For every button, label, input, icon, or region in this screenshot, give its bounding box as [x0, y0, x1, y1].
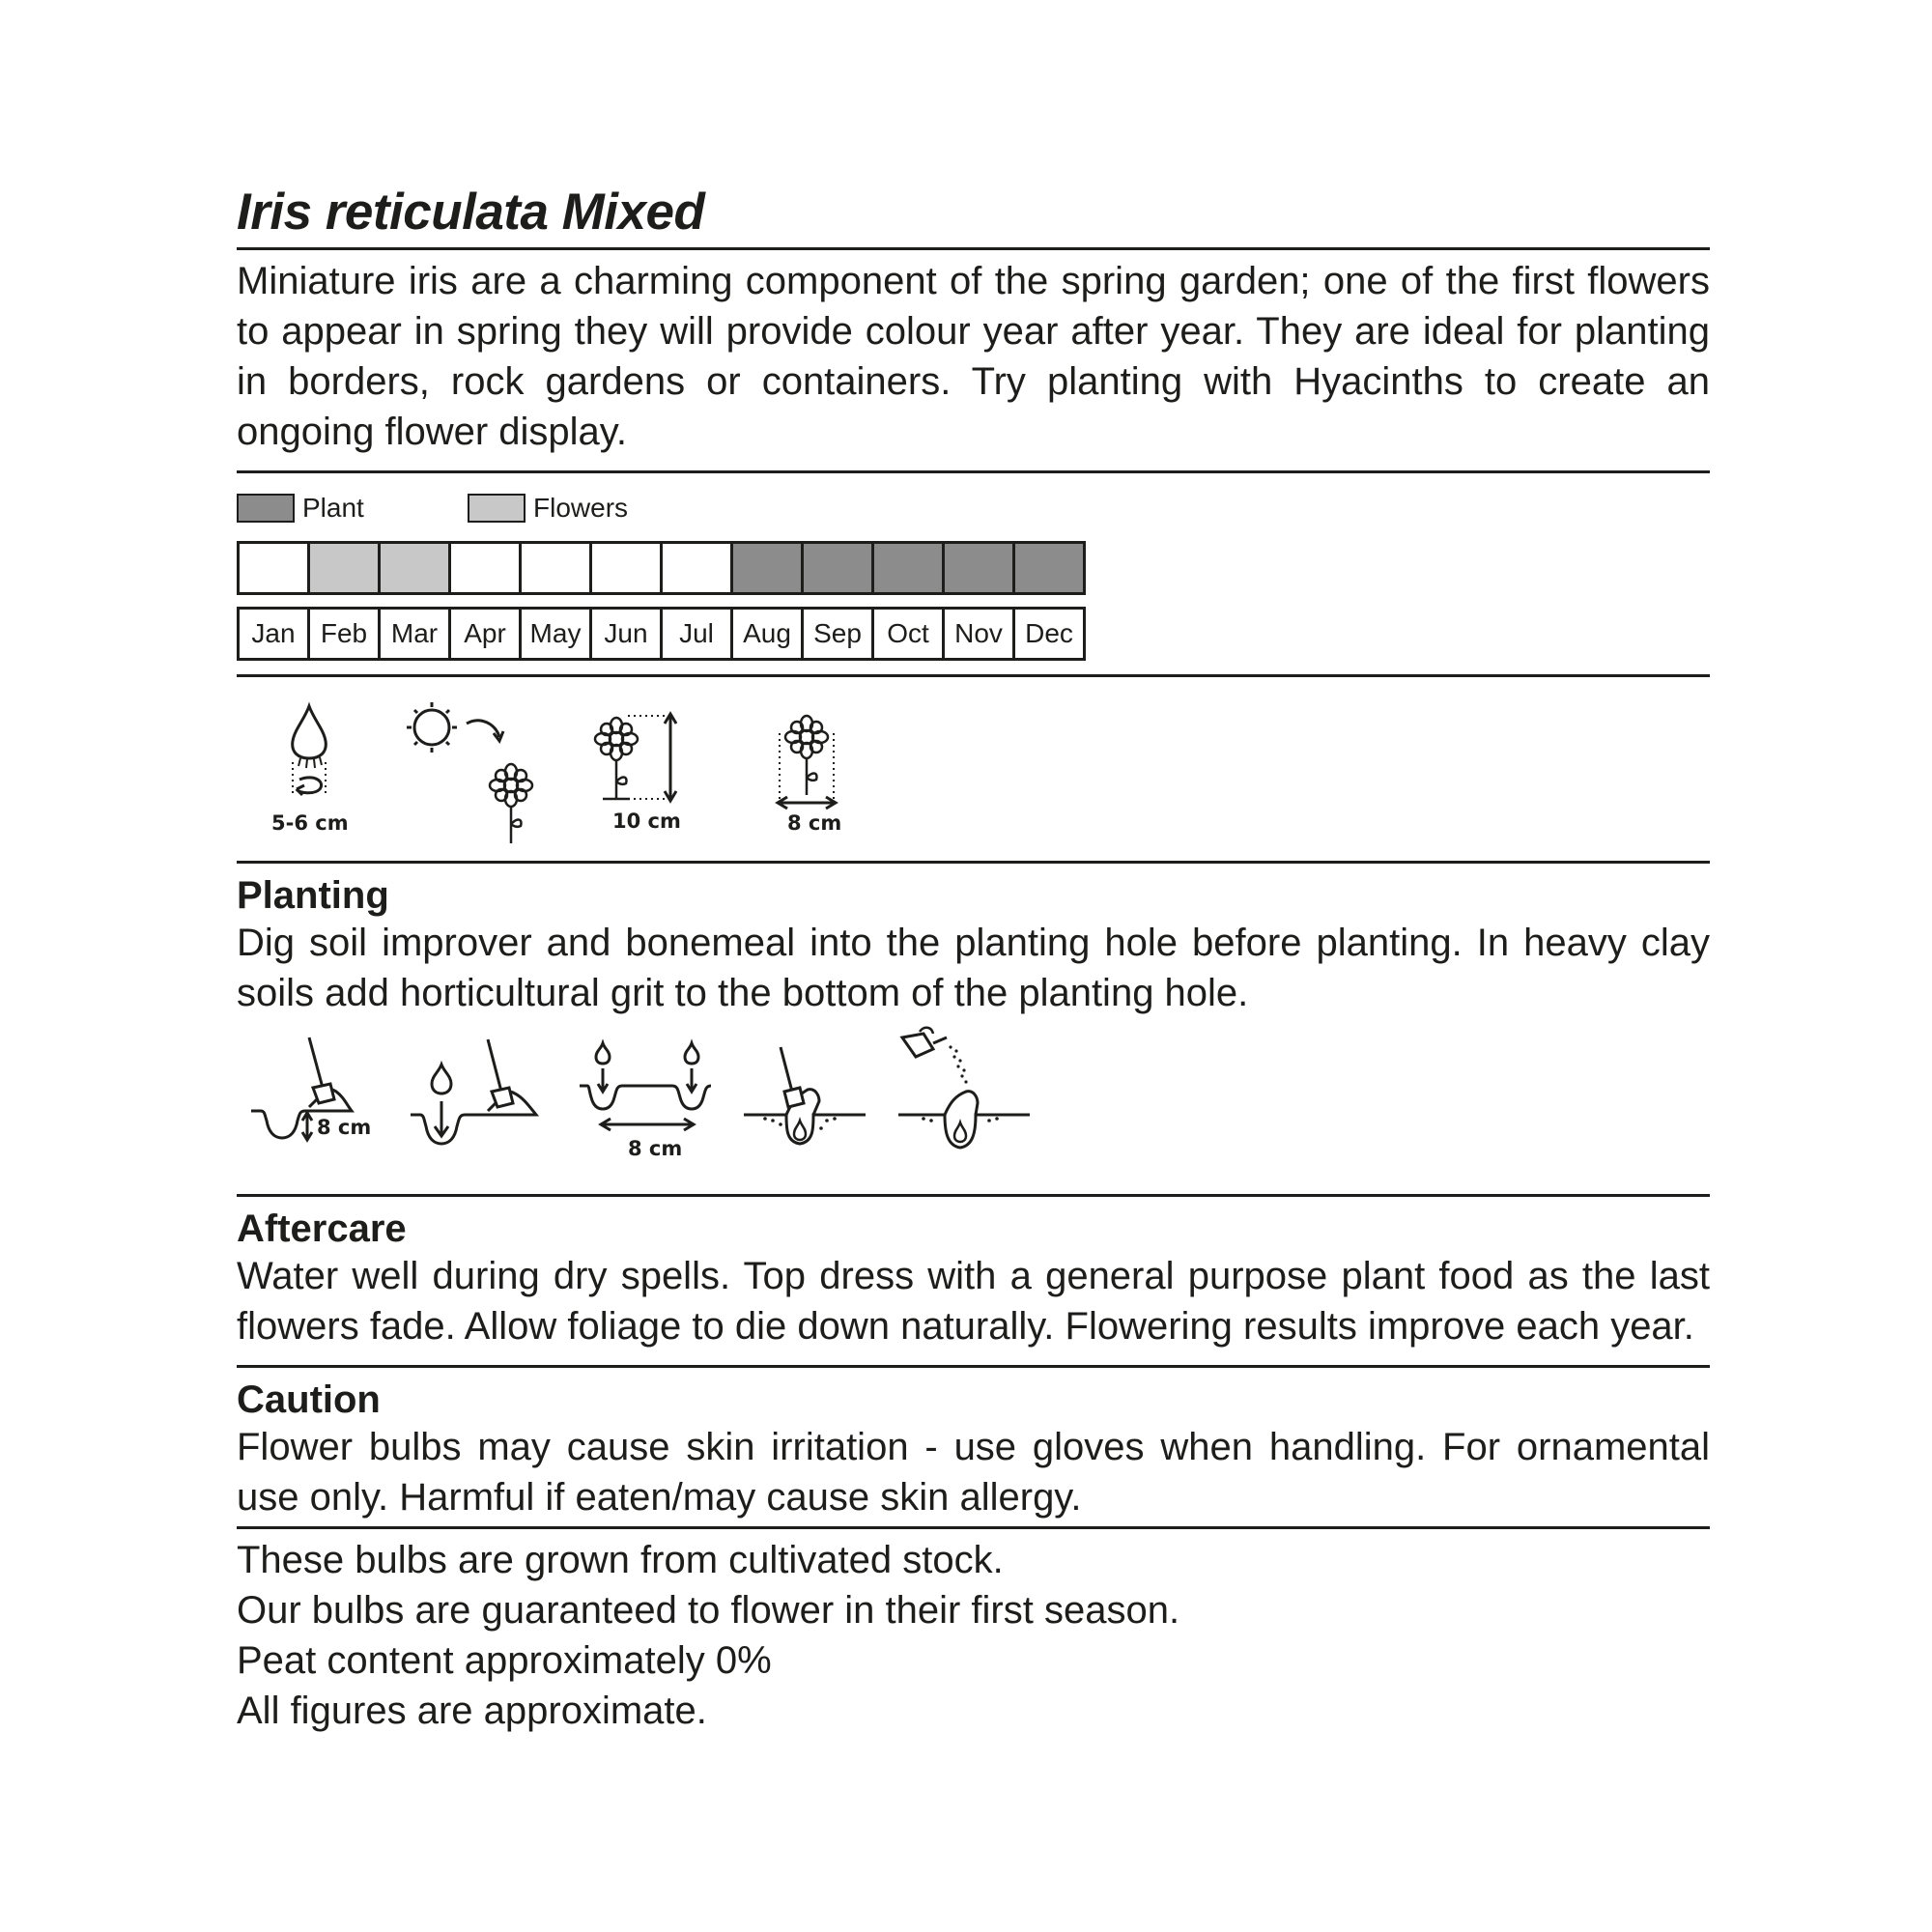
intro-text: Miniature iris are a charming component of the spring garden; one of the first flowers to appear in spring they will provide colour year after year. They are ideal for planting in borders, rock gardens or containers. Try planting with Hyacinths to create an ongoing flower display. — [237, 260, 1710, 453]
page-title: Iris reticulata Mixed — [237, 184, 705, 241]
bulb-depth-icon — [271, 698, 349, 843]
flowers-swatch — [468, 494, 526, 523]
calendar-cell-apr — [448, 541, 522, 595]
month-label-jan: Jan — [237, 607, 310, 661]
calendar-cell-feb — [307, 541, 381, 595]
month-label-oct: Oct — [871, 607, 945, 661]
aftercare-text: Water well during dry spells. Top dress with a general purpose plant food as the last flowers fade. Allow foliage to die down naturally. Flowering results improve each year. — [237, 1255, 1710, 1348]
legend-flowers — [468, 493, 628, 524]
calendar-cell-nov — [942, 541, 1015, 595]
bulb-spacing-icon — [580, 1037, 715, 1173]
divider — [237, 1526, 1710, 1529]
calendar-month-row — [237, 607, 1710, 661]
divider — [237, 1194, 1710, 1197]
divider — [237, 1365, 1710, 1368]
plant-spacing-label: 8 cm — [787, 811, 842, 835]
calendar-cell-jan — [237, 541, 310, 595]
legend-flowers-label: Flowers — [533, 493, 629, 523]
calendar-cell-jun — [589, 541, 663, 595]
calendar-cell-oct — [871, 541, 945, 595]
month-label-feb: Feb — [307, 607, 381, 661]
calendar-cell-may — [519, 541, 592, 595]
plant-height-icon — [589, 706, 696, 841]
month-label-mar: Mar — [378, 607, 451, 661]
bulb-depth-label: 5-6 cm — [271, 811, 349, 835]
sun-to-flower-icon — [411, 704, 536, 849]
divider — [237, 861, 1710, 864]
legend-plant-label: Plant — [302, 493, 364, 523]
calendar-cell-sep — [801, 541, 874, 595]
hole-depth-label: 8 cm — [317, 1116, 372, 1139]
bulb-spacing-label: 8 cm — [628, 1137, 683, 1160]
water-in-icon — [898, 1028, 1043, 1173]
divider — [237, 247, 1710, 250]
product-label — [237, 184, 1710, 1736]
footer-line: These bulbs are grown from cultivated stock. — [237, 1539, 1004, 1581]
planting-text: Dig soil improver and bonemeal into the planting hole before planting. In heavy clay soils add horticultural grit to the bottom of the planting hole. — [237, 922, 1710, 1014]
place-bulb-icon — [411, 1037, 546, 1173]
plant-height-label: 10 cm — [612, 810, 681, 833]
footer-line: Our bulbs are guaranteed to flower in their first season. — [237, 1589, 1180, 1632]
month-label-nov: Nov — [942, 607, 1015, 661]
calendar-activity-row — [237, 541, 1710, 595]
month-label-jul: Jul — [660, 607, 733, 661]
plant-swatch — [237, 494, 295, 523]
month-label-jun: Jun — [589, 607, 663, 661]
calendar-cell-mar — [378, 541, 451, 595]
footer-line: All figures are approximate. — [237, 1690, 707, 1732]
footer-line: Peat content approximately 0% — [237, 1639, 772, 1682]
month-label-sep: Sep — [801, 607, 874, 661]
planting-steps-illustration — [237, 1018, 1710, 1182]
aftercare-heading: Aftercare — [237, 1208, 407, 1250]
calendar-cell-aug — [730, 541, 804, 595]
month-label-aug: Aug — [730, 607, 804, 661]
fill-soil-icon — [744, 1037, 879, 1173]
plant-spacing-icon — [768, 704, 874, 839]
caution-text: Flower bulbs may cause skin irritation - use gloves when handling. For ornamental use only. Harmful if eaten/may cause skin allergy. — [237, 1426, 1710, 1519]
caution-heading: Caution — [237, 1378, 381, 1421]
calendar-legend — [237, 473, 1710, 533]
dig-hole-icon — [251, 1037, 386, 1173]
month-label-may: May — [519, 607, 592, 661]
growing-info-icons — [237, 677, 1710, 861]
planting-calendar — [237, 541, 1710, 661]
month-label-dec: Dec — [1012, 607, 1086, 661]
month-label-apr: Apr — [448, 607, 522, 661]
calendar-cell-jul — [660, 541, 733, 595]
footer-notes — [237, 1535, 1710, 1736]
planting-heading: Planting — [237, 874, 389, 917]
legend-plant — [237, 493, 364, 524]
calendar-cell-dec — [1012, 541, 1086, 595]
